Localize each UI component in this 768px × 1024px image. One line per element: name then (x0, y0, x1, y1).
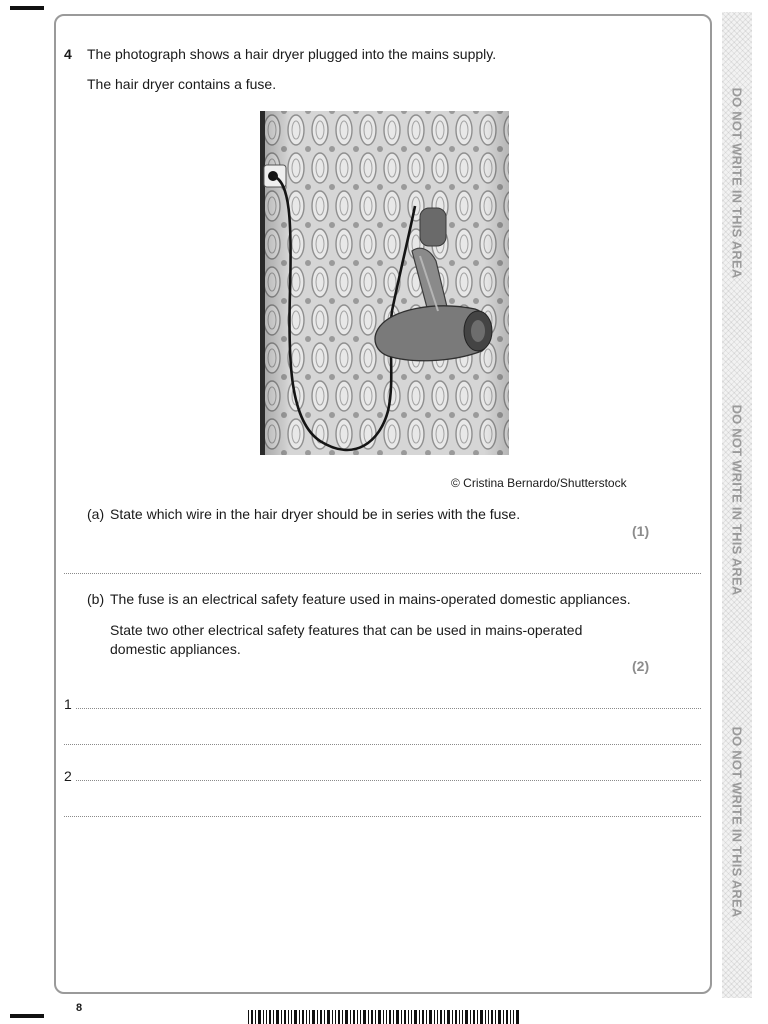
answer-1-line-extra[interactable] (64, 744, 701, 745)
registration-mark-top (10, 6, 44, 10)
question-number: 4 (64, 46, 72, 62)
photo-credit: © Cristina Bernardo/Shutterstock (451, 476, 627, 490)
question-intro-line1: The photograph shows a hair dryer plugged into the mains supply. (87, 46, 497, 62)
registration-mark-bottom (10, 1014, 44, 1018)
hair-dryer-illustration (260, 111, 509, 455)
part-b-question-line2: domestic appliances. (110, 641, 241, 657)
answer-2-line[interactable] (76, 780, 701, 781)
hair-dryer-photo (260, 111, 509, 455)
part-a-answer-line[interactable] (64, 573, 701, 574)
part-b-statement: The fuse is an electrical safety feature used in mains-operated domestic appliances. (110, 591, 631, 607)
part-a-marks: (1) (632, 523, 650, 539)
part-a-label: (a) (87, 506, 105, 522)
part-b-question-line1: State two other electrical safety features that can be used in mains-operated (110, 622, 583, 638)
part-a-question: State which wire in the hair dryer should be in series with the fuse. (110, 506, 521, 522)
barcode (248, 1010, 520, 1024)
part-b-label: (b) (87, 591, 105, 607)
question-intro-line2: The hair dryer contains a fuse. (87, 76, 277, 92)
page-number: 8 (76, 1002, 83, 1014)
answer-1-label: 1 (64, 696, 72, 712)
part-b-marks: (2) (632, 658, 650, 674)
answer-2-label: 2 (64, 768, 72, 784)
answer-1-line[interactable] (76, 708, 701, 709)
answer-2-line-extra[interactable] (64, 816, 701, 817)
